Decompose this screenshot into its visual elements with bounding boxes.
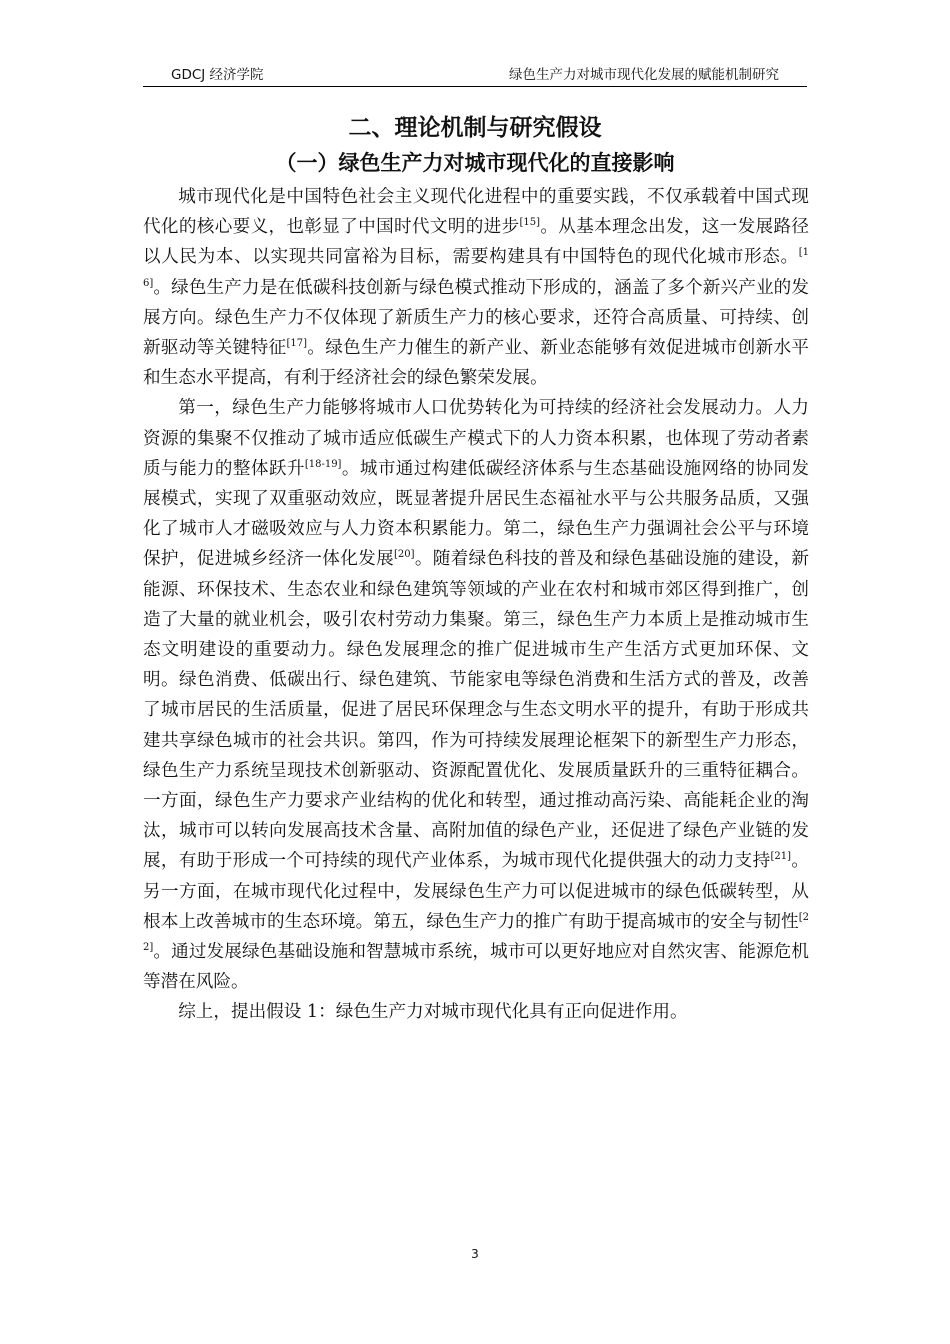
header-institution: GDCJ 经济学院 — [171, 67, 264, 83]
header-paper-title: 绿色生产力对城市现代化发展的赋能机制研究 — [509, 67, 779, 83]
paragraph-hypothesis — [143, 997, 809, 1027]
text-run: 。另一方面，在城市现代化过程中，发展绿色生产力可以促进城市的绿色低碳转型，从根本上改善城市的生态环境。第五，绿色生产力的推广有助于提高城市的安全与韧性 — [143, 851, 809, 932]
citation-ref: [15] — [519, 217, 541, 229]
section-title: 二、理论机制与研究假设 — [348, 115, 602, 141]
subsection-title: （一）绿色生产力对城市现代化的直接影响 — [275, 151, 675, 175]
citation-ref: [16] — [143, 247, 809, 289]
text-run: 综上，提出假设 1：绿色生产力对城市现代化具有正向促进作用。 — [178, 1002, 688, 1023]
paragraph-mechanisms — [143, 393, 809, 997]
text-run: 城市现代化是中国特色社会主义现代化进程中的重要实践，不仅承载着中国式现代化的核心要义，也彰显了中国时代文明的进步 — [143, 187, 809, 238]
text-run: 。城市通过构建低碳经济体系与生态基础设施网络的协同发展模式，实现了双重驱动效应，既显著提升居民生态福祉水平与公共服务品质，又强化了城市人才磁吸效应与人力资本积累能力。第二，绿色生产力强调社会公平与环境保护，促进城乡经济一体化发展 — [143, 458, 809, 570]
text-run: 。随着绿色科技的普及和绿色基础设施的建设，新能源、环保技术、生态农业和绿色建筑等领域的产业在农村和城市郊区得到推广，创造了大量的就业机会，吸引农村劳动力集聚。第三，绿色生产力本质上是推动城市生态文明建设的重要动力。绿色发展理念的推广促进城市生产生活方式更加环保、文明。绿色消费、低碳出行、绿色建筑、节能家电等绿色消费和生活方式的普及，改善了城市居民的生活质量，促进了居民环保理念与生态文明水平的提升，有助于形成共建共享绿色城市的社会共识。第四，作为可持续发展理论框架下的新型生产力形态，绿色生产力系统呈现技术创新驱动、资源配置优化、发展质量跃升的三重特征耦合。一方面，绿色生产力要求产业结构的优化和转型，通过推动高污染、高能耗企业的淘汰，城市可以转向发展高技术含量、高附加值的绿色产业，还促进了绿色产业链的发展，有助于形成一个可持续的现代产业体系，为城市现代化提供强大的动力支持 — [143, 549, 809, 872]
paragraph-intro — [143, 182, 809, 393]
citation-ref: [22] — [143, 912, 809, 954]
citation-ref: [18-19] — [304, 458, 342, 470]
citation-ref: [20] — [394, 549, 415, 561]
running-header — [143, 66, 807, 87]
body-text — [143, 182, 809, 1028]
text-run: 。从基本理念出发，这一发展路径以人民为本、以实现共同富裕为目标，需要构建具有中国特色的现代化城市形态。 — [143, 217, 809, 268]
text-run: 。绿色生产力催生的新产业、新业态能够有效促进城市创新水平和生态水平提高，有利于经济社会的绿色繁荣发展。 — [143, 338, 809, 389]
citation-ref: [17] — [286, 338, 307, 350]
text-run: 。通过发展绿色基础设施和智慧城市系统，城市可以更好地应对自然灾害、能源危机等潜在风险。 — [143, 942, 809, 993]
citation-ref: [21] — [770, 851, 792, 863]
text-run: 第一，绿色生产力能够将城市人口优势转化为可持续的经济社会发展动力。人力资源的集聚不仅推动了城市适应低碳生产模式下的人力资本积累，也体现了劳动者素质与能力的整体跃升 — [143, 398, 809, 479]
text-run: 。绿色生产力是在低碳科技创新与绿色模式推动下形成的，涵盖了多个新兴产业的发展方向。绿色生产力不仅体现了新质生产力的核心要求，还符合高质量、可持续、创新驱动等关键特征 — [143, 277, 809, 359]
page-number: 3 — [471, 1247, 479, 1261]
